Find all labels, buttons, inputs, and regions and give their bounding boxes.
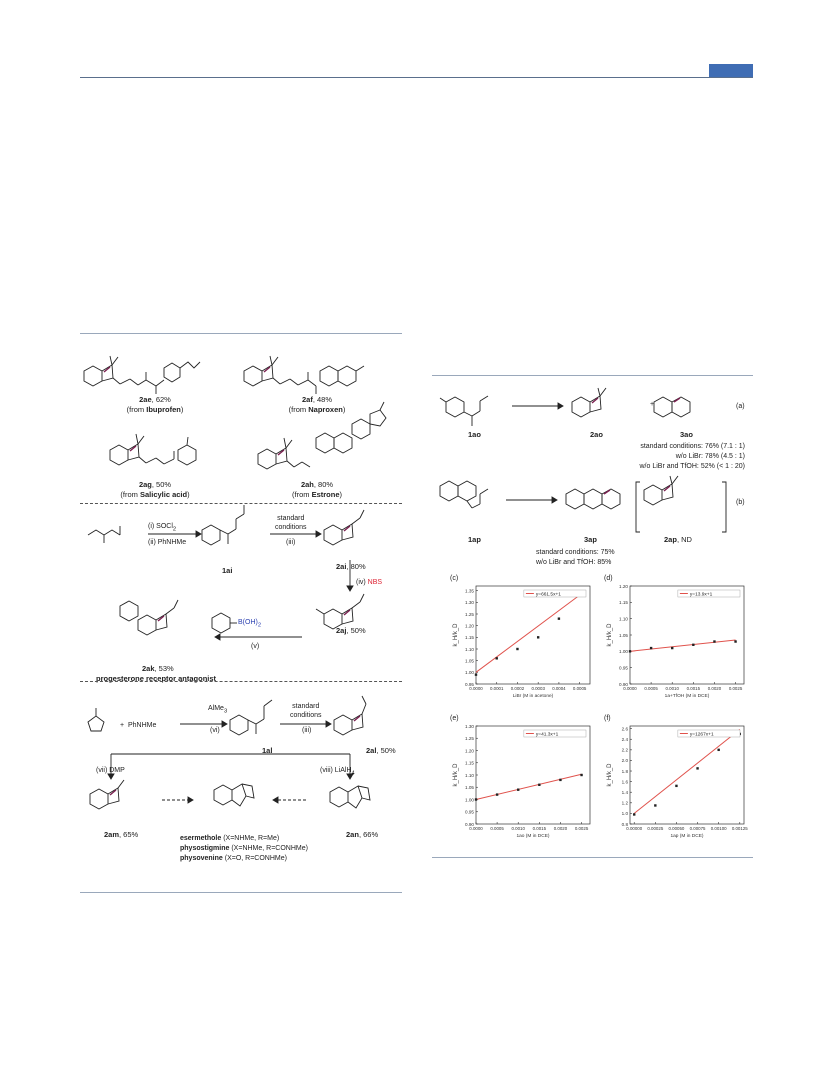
- amine-label: + PhNHMe: [120, 722, 157, 729]
- divider-1: [80, 503, 402, 504]
- data-point: [692, 644, 694, 646]
- structure-2ag: [110, 434, 196, 465]
- structure-2ai: [324, 510, 364, 545]
- compound-2af: 2af: [301, 395, 313, 404]
- y-tick-label: 1.00: [465, 797, 474, 803]
- conditions-2: standard conditions: [290, 703, 322, 719]
- x-tick-label: 0.0025: [728, 686, 743, 691]
- y-tick-label: 1.10: [465, 772, 474, 778]
- structure-3ap: [566, 489, 620, 509]
- step-vii: (vii) DMP: [96, 767, 125, 774]
- step-iii-a: (iii): [286, 539, 296, 546]
- x-axis-label: 1ap (M in DCE): [670, 834, 704, 839]
- structure-2an: [330, 786, 370, 808]
- y-tick-label: 1.10: [619, 616, 628, 622]
- panel-label: (e): [450, 715, 459, 722]
- y-tick-label: 1.20: [465, 748, 474, 754]
- y-tick-label: 1.05: [619, 632, 628, 638]
- reagent-i: (i) SOCl$_2$: [148, 523, 177, 533]
- source-suffix-2ag: ): [187, 490, 190, 499]
- x-axis-label: LiBr (M in acetone): [512, 694, 554, 699]
- y-tick-label: 1.10: [465, 646, 474, 652]
- x-tick-label: 0.0000: [469, 826, 483, 831]
- tag-b: (b): [736, 499, 745, 506]
- structure-1al: [230, 700, 272, 735]
- y-tick-label: 0.95: [619, 665, 628, 671]
- source-2ag: Salicylic acid: [139, 490, 188, 499]
- y-tick-label: 1.15: [465, 760, 474, 766]
- data-point: [537, 636, 539, 638]
- label-2am: 2am, 65%: [104, 830, 139, 839]
- label-2af: [272, 395, 362, 415]
- y-tick-label: 0.95: [465, 809, 474, 815]
- yield-2ae: , 62%: [151, 395, 171, 404]
- source-2ae: Ibuprofen: [146, 405, 181, 414]
- header-rule: [80, 77, 753, 78]
- structure-2ao: [572, 388, 606, 417]
- yield-2af: , 48%: [312, 395, 333, 404]
- label-2ak: 2ak, 53%: [142, 664, 174, 673]
- label-2an: 2an, 66%: [346, 830, 379, 839]
- step-iii-b: (iii): [302, 727, 312, 734]
- y-tick-label: 1.4: [621, 790, 628, 796]
- fit-line: [476, 595, 580, 672]
- y-tick-label: 2.2: [621, 747, 628, 753]
- x-tick-label: 0.0025: [574, 826, 589, 831]
- data-point: [496, 657, 498, 659]
- data-point: [671, 647, 673, 649]
- data-point: [580, 774, 582, 776]
- x-tick-label: 0.0001: [490, 686, 504, 691]
- target-3: physovenine (X=O, R=CONHMe): [180, 855, 287, 862]
- data-point: [650, 647, 652, 649]
- source-suffix-2ah: ): [339, 490, 343, 499]
- legend-text: y=1267x+1: [689, 732, 714, 738]
- y-tick-label: 1.35: [465, 588, 474, 594]
- data-point: [558, 617, 560, 619]
- y-axis-label: k_H/k_D: [453, 763, 459, 787]
- y-tick-label: 1.05: [465, 785, 474, 791]
- y-tick-label: 2.0: [621, 758, 628, 764]
- data-point: [675, 785, 677, 787]
- label-3ao: 3ao: [680, 430, 693, 439]
- data-point: [734, 640, 736, 642]
- label-1ai: 1ai: [222, 566, 233, 575]
- label-2ah: [272, 480, 362, 500]
- legend-text: y=13.9x+1: [689, 592, 713, 598]
- data-point: [538, 784, 540, 786]
- label-2al: 2al, 50%: [366, 746, 396, 755]
- data-point: [629, 650, 631, 652]
- plot-frame: [476, 726, 590, 824]
- x-tick-label: 0.0002: [510, 686, 525, 691]
- y-tick-label: 0.95: [465, 681, 474, 687]
- condition-a-3: w/o LiBr and TfOH: 52% (< 1 : 20): [639, 463, 745, 470]
- x-tick-label: 0.0020: [553, 826, 568, 831]
- y-axis-label: k_H/k_D: [607, 763, 613, 787]
- chart-e: [448, 712, 598, 848]
- data-point: [633, 813, 635, 815]
- y-tick-label: 1.6: [621, 779, 628, 785]
- x-tick-label: 0.00050: [668, 826, 685, 831]
- compound-2ag: 2ag: [138, 480, 152, 489]
- source-2af: Naproxen: [308, 405, 343, 414]
- label-2ag: [110, 480, 200, 500]
- panel-label: (f): [604, 715, 611, 722]
- legend-text: y=41.3x+1: [535, 732, 559, 738]
- x-tick-label: 0.0000: [623, 686, 637, 691]
- structure-2af: [244, 356, 364, 394]
- data-point: [559, 779, 561, 781]
- y-tick-label: 1.05: [465, 658, 474, 664]
- source-prefix-2ag: (from: [120, 490, 140, 499]
- fit-line: [630, 640, 736, 651]
- data-point: [717, 749, 719, 751]
- left-scheme-structures: [80, 334, 402, 892]
- data-point: [496, 793, 498, 795]
- x-axis-label: 1ao (M in DCE): [516, 834, 550, 839]
- target-2: physostigmine (X=NHMe, R=CONHMe): [180, 845, 308, 852]
- data-point: [475, 798, 477, 800]
- structure-2ak: [120, 600, 178, 635]
- condition-a-1: standard conditions: 76% (7.1 : 1): [640, 443, 745, 450]
- fit-line: [476, 774, 582, 799]
- step-viii: (viii) LiAlH$_4$: [320, 767, 355, 777]
- structure-boronic: [212, 613, 237, 633]
- compound-2ah: 2ah: [300, 480, 314, 489]
- structure-2al: [334, 696, 366, 735]
- x-tick-label: 0.00100: [710, 826, 727, 831]
- target-1: esermethole (X=NHMe, R=Me): [180, 835, 280, 842]
- condition-b-1: standard conditions: 75%: [536, 549, 615, 556]
- structure-2ae: [84, 356, 200, 394]
- data-point: [516, 648, 518, 650]
- chart-f: [602, 712, 752, 848]
- y-tick-label: 1.15: [619, 600, 628, 606]
- source-2ah: Estrone: [311, 490, 340, 499]
- boronic-acid: $B(OH)_2$: [238, 619, 262, 629]
- chart-d: [602, 572, 752, 708]
- x-tick-label: 0.00075: [689, 826, 706, 831]
- y-tick-label: 1.25: [465, 611, 474, 617]
- x-axis-label: 1a+TfOH (M in DCE): [664, 694, 710, 699]
- structure-2aj: [316, 594, 364, 629]
- y-tick-label: 2.6: [621, 726, 628, 732]
- x-tick-label: 0.0004: [552, 686, 566, 691]
- data-point: [696, 767, 698, 769]
- y-tick-label: 1.0: [621, 811, 628, 817]
- step-v: (v): [251, 643, 260, 650]
- label-2ao: 2ao: [590, 430, 603, 439]
- yield-2ah: , 80%: [313, 480, 334, 489]
- structure-1ap: [440, 481, 488, 508]
- plus-sign: +: [650, 401, 655, 408]
- structure-3ao: [654, 397, 690, 417]
- y-tick-label: 1.30: [465, 600, 474, 606]
- structure-1ai: [202, 505, 244, 545]
- x-tick-label: 0.0010: [665, 686, 679, 691]
- x-tick-label: 0.0000: [469, 686, 483, 691]
- y-tick-label: 1.20: [465, 623, 474, 629]
- source-prefix-2ae: (from: [126, 405, 147, 414]
- reagent-almem: AlMe$_3$: [208, 705, 228, 715]
- fit-line: [634, 730, 740, 814]
- structure-2am: [90, 780, 124, 809]
- x-tick-label: 0.00000: [626, 826, 643, 831]
- y-tick-label: 1.00: [619, 649, 628, 655]
- step-vi: (vi): [210, 727, 220, 734]
- plot-frame: [630, 726, 744, 824]
- y-tick-label: 0.90: [619, 681, 628, 687]
- label-1al: 1al: [262, 746, 273, 755]
- panel-label: (d): [604, 575, 613, 582]
- tag-a: (a): [736, 403, 745, 410]
- label-2ai: 2ai, 80%: [336, 562, 366, 571]
- x-tick-label: 0.00025: [647, 826, 664, 831]
- step-iv: (iv) NBS: [356, 579, 383, 586]
- x-tick-label: 0.0020: [707, 686, 722, 691]
- y-tick-label: 1.2: [621, 800, 628, 806]
- x-tick-label: 0.0015: [532, 826, 547, 831]
- data-point: [654, 804, 656, 806]
- label-2ap: 2ap, ND: [664, 535, 692, 544]
- structure-lactone: [88, 708, 104, 731]
- x-tick-label: 0.0005: [644, 686, 658, 691]
- label-application: progesterone receptor antagonist: [96, 674, 217, 683]
- panel-label: (c): [450, 575, 459, 582]
- y-tick-label: 0.8: [621, 821, 628, 827]
- label-1ap: 1ap: [468, 535, 481, 544]
- source-prefix-2af: (from: [288, 405, 309, 414]
- label-1ao: 1ao: [468, 430, 481, 439]
- source-suffix-2af: ): [342, 405, 346, 414]
- y-tick-label: 1.15: [465, 635, 474, 641]
- header-accent-block: [709, 64, 753, 77]
- structure-2ap: [635, 476, 678, 520]
- x-tick-label: 0.0003: [531, 686, 545, 691]
- y-axis-label: k_H/k_D: [607, 623, 613, 647]
- chart-c: [448, 572, 598, 708]
- data-point: [713, 640, 715, 642]
- yield-2ag: , 50%: [151, 480, 172, 489]
- y-axis-label: k_H/k_D: [453, 623, 459, 647]
- right-scheme-bottom-rule: [432, 857, 753, 858]
- x-tick-label: 0.0015: [686, 686, 701, 691]
- y-tick-label: 1.20: [619, 583, 628, 589]
- compound-2ae: 2ae: [139, 395, 152, 404]
- source-prefix-2ah: (from: [291, 490, 312, 499]
- structure-target-core: [214, 784, 254, 806]
- label-3ap: 3ap: [584, 535, 597, 544]
- conditions-1: standard conditions: [275, 515, 307, 531]
- label-2aj: 2aj, 50%: [336, 626, 366, 635]
- y-tick-label: 2.4: [621, 737, 628, 743]
- x-tick-label: 0.00125: [731, 826, 748, 831]
- legend-text: y=661.5x+1: [535, 592, 561, 598]
- source-suffix-2ae: ): [180, 405, 184, 414]
- plot-frame: [630, 586, 744, 684]
- y-tick-label: 1.30: [465, 723, 474, 729]
- y-tick-label: 1.00: [465, 670, 474, 676]
- reagent-ii: (ii) PhNHMe: [148, 539, 187, 546]
- structure-1ao: [440, 396, 488, 426]
- y-tick-label: 1.25: [465, 736, 474, 742]
- condition-b-2: w/o LiBr and TfOH: 85%: [536, 559, 612, 566]
- structure-crotonic-acid: [88, 526, 120, 543]
- y-tick-label: 1.8: [621, 768, 628, 774]
- data-point: [517, 789, 519, 791]
- left-scheme-bottom-rule: [80, 892, 402, 893]
- divider-2: [80, 681, 402, 682]
- data-point: [475, 673, 477, 675]
- label-2ae: [110, 395, 200, 415]
- x-tick-label: 0.0005: [572, 686, 587, 691]
- x-tick-label: 0.0005: [490, 826, 504, 831]
- condition-a-2: w/o LiBr: 78% (4.5 : 1): [675, 453, 745, 460]
- x-tick-label: 0.0010: [511, 826, 525, 831]
- y-tick-label: 0.90: [465, 821, 474, 827]
